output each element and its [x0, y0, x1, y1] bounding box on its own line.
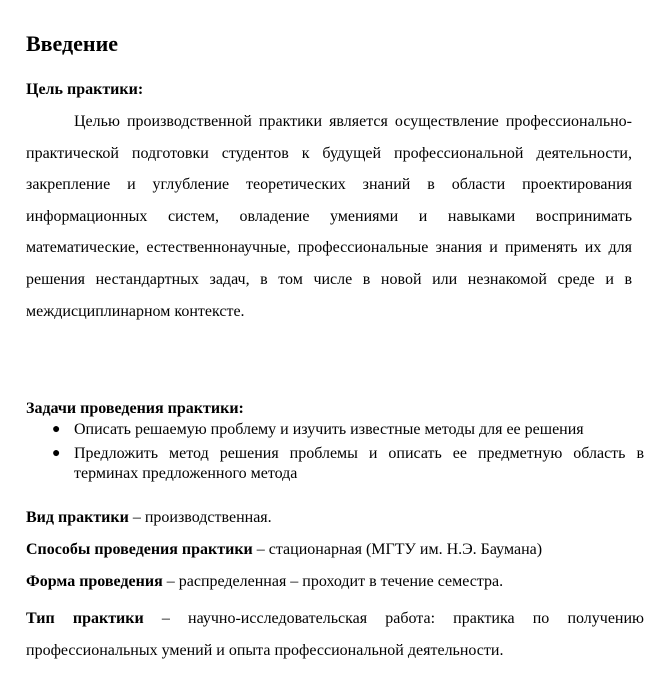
tasks-list — [26, 420, 644, 488]
task-text: Описать решаемую проблему и изучить известные методы для ее решения — [74, 421, 584, 438]
field-label: Вид практики — [26, 509, 129, 526]
task-text: Предложить метод решения проблемы и описать ее предметную область в терминах предложенного метода — [74, 445, 644, 482]
field-value: – производственная. — [128, 509, 272, 526]
practice-kind — [26, 508, 644, 528]
field-label: Тип практики — [26, 610, 144, 627]
list-item — [26, 420, 644, 440]
tasks-heading: Задачи проведения практики: — [26, 400, 244, 417]
field-value: – стационарная (МГТУ им. Н.Э. Баумана) — [252, 541, 543, 558]
field-label: Форма проведения — [26, 573, 163, 590]
list-item — [26, 444, 644, 484]
goal-heading: Цель практики: — [26, 81, 144, 98]
document-title: Введение — [26, 31, 119, 56]
bullet-icon: ● — [52, 422, 61, 437]
bullet-icon: ● — [52, 446, 61, 461]
field-label: Способы проведения практики — [26, 541, 253, 558]
goal-paragraph: Целью производственной практики является осуществление профессионально-практической подготовки студентов к будущей профессиональной деятельности, закрепление и углубление теоретических знаний в области проектирования информационных систем, овладение умениями и навыками воспринимать математические, естественнонаучные, профессиональные знания и применять их для решения нестандартных задач, в том числе в новой или незнакомой среде и в междисциплинарном контексте. — [26, 113, 632, 320]
practice-form — [26, 572, 644, 592]
field-value: – научно-исследовательская работа: практика по получению профессиональных умений и опыта профессиональной деятельности. — [26, 610, 645, 659]
practice-type — [26, 603, 644, 666]
field-value: – распределенная – проходит в течение семестра. — [162, 573, 504, 590]
practice-methods — [26, 540, 644, 560]
